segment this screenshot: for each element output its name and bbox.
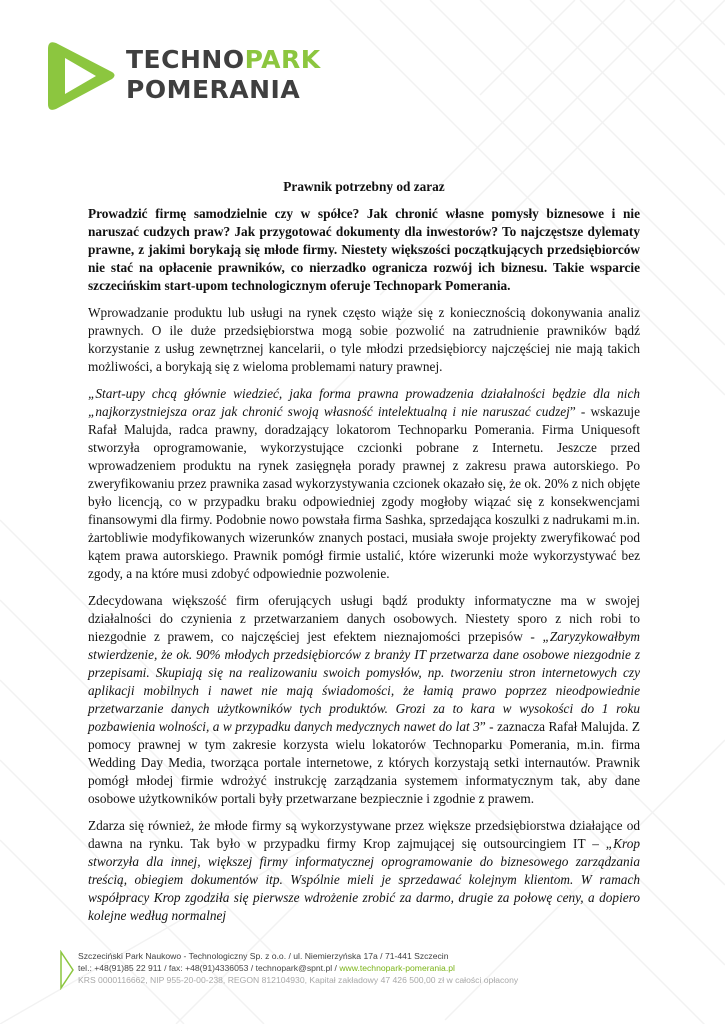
footer-contact: tel.: +48(91)85 22 911 / fax: +48(91)4336053 / technopark@spnt.pl /	[78, 963, 340, 973]
paragraph-4	[88, 817, 640, 925]
footer-text	[78, 950, 518, 986]
paragraph-2	[88, 385, 640, 583]
play-triangle-icon	[44, 40, 120, 112]
footer-contact-line	[78, 962, 518, 974]
footer-website-link[interactable]: www.technopark-pomerania.pl	[339, 963, 455, 973]
footer	[60, 950, 560, 995]
logo-word-pomerania: POMERANIA	[126, 75, 301, 104]
logo-word-techno: TECHNO	[126, 45, 245, 74]
article-title: Prawnik potrzebny od zaraz	[283, 179, 445, 194]
paragraph-3-text: ” - zaznacza Rafał Malujda. Z pomocy prawnej w tym zakresie korzysta wielu lokatorów Technoparku Pomerania, m.in. firma Wedding Day Media, tworząca portale internetowe, z których korzystają setki internautów. Prawnik pomógł młodej firmie wdrożyć instrukcję zarządzania systemem informatycznym tak, aby dane osobowe użytkowników portali były przetwarzane bezpiecznie i zgodnie z prawem.	[88, 719, 641, 806]
logo-wordmark	[126, 47, 321, 102]
paragraph-4-intro: Zdarza się również, że młode firmy są wykorzystywane przez większe przedsiębiorstwa działające od dawna na rynku. Tak było w przypadku firmy Krop zajmującej się outsourcingiem IT –	[88, 818, 640, 851]
logo-line-1	[126, 47, 321, 72]
paragraph-2-text: ” - wskazuje Rafał Malujda, radca prawny, doradzający lokatorom Technoparku Pomerania. Firma Uniquesoft stworzyła oprogramowanie, wykorzystujące czcionki pobrane z Internetu. Jeszcze przed wprowadzeniem produktu na rynek zasięgnęła porady prawnej z zakresu prawa autorskiego. Po zweryfikowaniu przez prawnika zasad wykorzystywania czcionek okazało się, że ok. 20% z nich objęte było licencją, co w przypadku braku odpowiedniej zgody mogłoby wiązać się z konsekwencjami finansowymi dla firmy. Podobnie nowo powstała firma Sashka, sprzedająca koszulki z nadrukami m.in. żartobliwie modyfikowanych wizerunków znanych postaci, musiała swoje projekty zweryfikować pod kątem prawa autorskiego. Prawnik pomógł firmie ustalić, które wizerunki może wykorzystywać bez zgody, a na które musi zdobyć odpowiednie pozwolenie.	[88, 404, 640, 581]
quote-malujda-2: „Zaryzykowałbym stwierdzenie, że ok. 90% młodych przedsiębiorców z branży IT przetwarza dane osobowe niezgodnie z przepisami. Skupiają się na realizowaniu swoich pomysłów, np. tworzeniu stron internetowych czy aplikacji mobilnych i nawet nie mają świadomości, że łamią prawo poprzez nieodpowiednie przetwarzanie danych użytkowników tych produktów. Grozi za to kara w wysokości do 1 roku pozbawienia wolności, a w przypadku danych medycznych nawet do lat 3	[88, 629, 640, 734]
logo-word-park: PARK	[244, 45, 321, 74]
quote-krop: „Krop stworzyła dla innej, większej firmy informatycznej oprogramowanie do biznesowego zarządzania treścią, obiegiem dokumentów itp. Wspólnie mieli je sprzedawać kolejnym klientom. W ramach współpracy Krop zgodziła się pierwsze wdrożenie zrobić za darmo, drugie za połowę ceny, a dopiero kolejne według normalnej	[88, 836, 640, 923]
paragraph-3-intro: Zdecydowana większość firm oferujących usługi bądź produkty informatyczne ma w swojej działalności do czynienia z przetwarzaniem danych osobowych. Niestety sporo z nich robi to niezgodnie z prawem, co najczęściej jest efektem nieznajomości przepisów -	[88, 593, 640, 644]
paragraph-3	[88, 592, 640, 808]
technopark-logo[interactable]	[44, 40, 321, 112]
quote-malujda-1: „Start-upy chcą głównie wiedzieć, jaka forma prawna prowadzenia działalności będzie dla nich „najkorzystniejsza oraz jak chronić swoją własność intelektualną i nie naruszać cudzej	[88, 386, 640, 419]
article-lead: Prowadzić firmę samodzielnie czy w spółce? Jak chronić własne pomysły biznesowe i nie naruszać cudzych praw? Jak przygotować dokumenty dla inwestorów? To najczęstsze dylematy prawne, z jakimi borykają się młode firmy. Niestety większości początkujących przedsiębiorców nie stać na opłacenie prawników, co nierzadko ogranicza rozwój ich biznesu. Takie wsparcie szczecińskim start-upom technologicznym oferuje Technopark Pomerania.	[88, 206, 640, 293]
footer-address: Szczeciński Park Naukowo - Technologiczny Sp. z o.o. / ul. Niemierzyńska 17a / 71-441 Szczecin	[78, 951, 449, 961]
paragraph-1: Wprowadzanie produktu lub usługi na rynek często wiąże się z koniecznością dokonywania analiz prawnych. O ile duże przedsiębiorstwa mogą sobie pozwolić na zatrudnienie prawników bądź korzystanie z usług zewnętrznej kancelarii, o tyle młodzi przedsiębiorcy najczęściej nie mają takich możliwości, a borykają się z wieloma problemami natury prawnej.	[88, 305, 640, 374]
footer-triangle-icon	[60, 950, 74, 990]
footer-registry: KRS 0000116662, NIP 955-20-00-238, REGON 812104930, Kapitał zakładowy 47 426 500,00 zł w całości opłacony	[78, 975, 519, 985]
article	[88, 178, 640, 934]
